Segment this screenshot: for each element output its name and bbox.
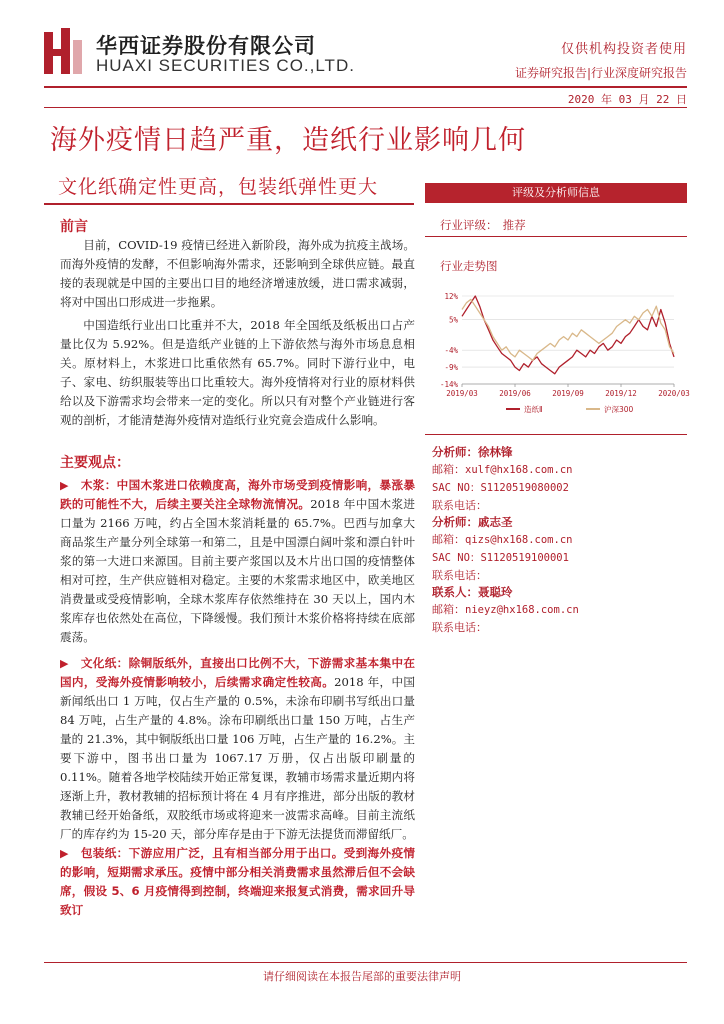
- header-divider: [44, 86, 687, 88]
- rating-analyst-banner: 评级及分析师信息: [425, 183, 687, 203]
- series-line-1: [462, 296, 674, 374]
- analyst-1-label: 分析师：: [432, 445, 478, 459]
- analyst-2-phone-label: 联系电话：: [432, 569, 487, 582]
- bullet-triangle-icon: ▶: [60, 479, 69, 492]
- contact-label: 联系人：: [432, 585, 478, 599]
- key-point-culture-paper: [60, 654, 415, 844]
- audience-note: 仅供机构投资者使用: [560, 42, 687, 57]
- y-tick-label: -14%: [439, 380, 458, 389]
- contact-email-label: 邮箱：: [432, 603, 465, 616]
- report-subtitle: 文化纸确定性更高，包装纸弹性更大: [58, 176, 379, 198]
- x-tick-label: 2019/06: [499, 389, 531, 398]
- company-name-cn: 华西证券股份有限公司: [96, 34, 316, 58]
- key-point-pulp-body: 2018 年中国木浆进口量为 2166 万吨，约占全国木浆消耗量的 65.7%。巴西与加拿大商品浆生产量分列全球第一和第二，且是中国漂白阔叶浆和漂白针叶浆的第一大进口来源国。目前主要产浆国以及木片出口国的疫情整体相对可控，生产供应链相对稳定。主要的木浆需求地区中，欧美地区消费量或受疫情影响，全球木浆库存依然维持在 30 天以上，国内木浆库存也依然处在高位，下降缓慢。我们预计木浆价格将持续在底部震荡。: [60, 497, 415, 644]
- analyst-1-email-label: 邮箱：: [432, 463, 465, 476]
- analyst-2: [432, 514, 572, 584]
- key-point-culture-paper-head: 文化纸：除铜版纸外，直接出口比例不大，下游需求基本集中在国内，受海外疫情影响较小，后续需求确定性较高。: [60, 656, 415, 689]
- series-line-2: [462, 299, 674, 360]
- x-tick-label: 2019/12: [605, 389, 637, 398]
- industry-trend-chart: [430, 288, 692, 426]
- footer-divider: [44, 962, 687, 963]
- key-point-packaging-paper: [60, 844, 415, 920]
- contact-name: 聂聪玲: [478, 585, 513, 599]
- analyst-1-email[interactable]: xulf@hx168.com.cn: [465, 464, 573, 476]
- x-tick-label: 2019/09: [552, 389, 584, 398]
- analyst-2-email[interactable]: qizs@hx168.com.cn: [465, 534, 573, 546]
- legend-label-1: 造纸Ⅱ: [524, 405, 543, 414]
- x-tick-label: 2020/03: [658, 389, 690, 398]
- key-point-pulp: [60, 476, 415, 647]
- analyst-1-phone-label: 联系电话：: [432, 499, 487, 512]
- y-tick-label: -9%: [444, 363, 458, 373]
- analyst-2-sac: S1120519100001: [480, 552, 569, 564]
- subtitle-divider: [44, 203, 414, 205]
- rating-label: 行业评级：: [440, 218, 498, 232]
- analyst-2-name: 戚志圣: [478, 515, 513, 529]
- preface-paragraph-1: 目前，COVID-19 疫情已经进入新阶段，海外成为抗疫主战场。而海外疫情的发酵，不但影响海外需求，还影响到全球供应链。最直接的表现就是中国的主要出口目的地经济增速放缓，进口需求减弱，将对中国出口形成进一步拖累。: [60, 238, 415, 309]
- legend-label-2: 沪深300: [604, 405, 634, 414]
- bullet-triangle-icon: ▶: [60, 847, 69, 860]
- analyst-2-label: 分析师：: [432, 515, 478, 529]
- analyst-1-sac-label: SAC NO：: [432, 482, 481, 494]
- key-points-heading: 主要观点：: [60, 455, 130, 471]
- chart-divider: [425, 434, 687, 435]
- preface-heading: 前言: [60, 219, 88, 235]
- analyst-2-sac-label: SAC NO：: [432, 552, 481, 564]
- key-point-culture-paper-body: 2018 年，中国新闻纸出口 1 万吨，仅占生产量的 0.5%，未涂布印刷书写纸出口量 84 万吨，占生产量的 4.8%。涂布印刷纸出口量 150 万吨，占生产量的 21.3%，其中铜版纸出口量 106 万吨，占生产量的 16.2%。主要下游中，图书出口量为 1067.17 万册，仅占出版印刷量的 0.11%。随着各地学校陆续开始正常复课，教辅市场需求量近期内将逐渐上升，教材教辅的招标预计将在 4 月有序推进，部分出版的教材教辅已经开始备纸，双胶纸市场或将迎来一波需求高峰。目前主流纸厂的库存约为 15-20 天，部分库存是由于下游无法提货而滞留纸厂。: [60, 675, 415, 841]
- x-tick-label: 2019/03: [446, 389, 478, 398]
- trend-chart-title: 行业走势图: [440, 259, 498, 273]
- analyst-1: [432, 444, 572, 514]
- analyst-1-name: 徐林锋: [478, 445, 513, 459]
- rating-value: 推荐: [502, 218, 526, 232]
- key-point-packaging-paper-head: 包装纸：下游应用广泛，且有相当部分用于出口。受到海外疫情的影响，短期需求承压。疫情中部分相关消费需求虽然滞后但不会缺席，假设 5、6 月疫情得到控制，终端迎来报复式消费，需求回升导致订: [60, 846, 415, 917]
- report-title: 海外疫情日趋严重，造纸行业影响几何: [50, 125, 526, 156]
- y-tick-label: 5%: [448, 315, 458, 325]
- key-point-pulp-head: 木浆：中国木浆进口依赖度高，海外市场受到疫情影响，暴涨暴跌的可能性不大，后续主要关注全球物流情况。: [60, 478, 415, 511]
- date-divider: [44, 107, 687, 108]
- contact-phone-label: 联系电话：: [432, 621, 487, 634]
- company-name-en: HUAXI SECURITIES CO.,LTD.: [96, 56, 355, 75]
- report-type: 证券研究报告|行业深度研究报告: [514, 66, 687, 80]
- contact-person: [432, 584, 579, 636]
- bullet-triangle-icon: ▶: [60, 657, 69, 670]
- preface-paragraph-2: 中国造纸行业出口比重并不大，2018 年全国纸及纸板出口占产量比仅为 5.92%。但是造纸产业链的上下游依然与海外市场息息相关。原材料上，木浆进口比重依然有 65.7%。同时下游行业中，电子、家电、纺织服装等出口比重较大。海外疫情将对行业的原材料供给以及下游需求均会带来一定的变化。所以只有对整个产业链进行客观的剖析，才能清楚海外疫情对造纸行业究竟会造成什么影响。: [60, 318, 415, 427]
- huaxi-logo-icon: [44, 28, 82, 74]
- analyst-2-email-label: 邮箱：: [432, 533, 465, 546]
- contact-email[interactable]: nieyz@hx168.com.cn: [465, 604, 579, 616]
- analyst-1-sac: S1120519080002: [480, 482, 569, 494]
- report-date: 2020 年 03 月 22 日: [567, 93, 687, 106]
- rating-divider: [425, 236, 687, 237]
- y-tick-label: 12%: [444, 292, 458, 301]
- industry-rating: [440, 214, 526, 233]
- y-tick-label: -4%: [444, 346, 458, 356]
- legal-notice-footer: 请仔细阅读在本报告尾部的重要法律声明: [263, 970, 461, 983]
